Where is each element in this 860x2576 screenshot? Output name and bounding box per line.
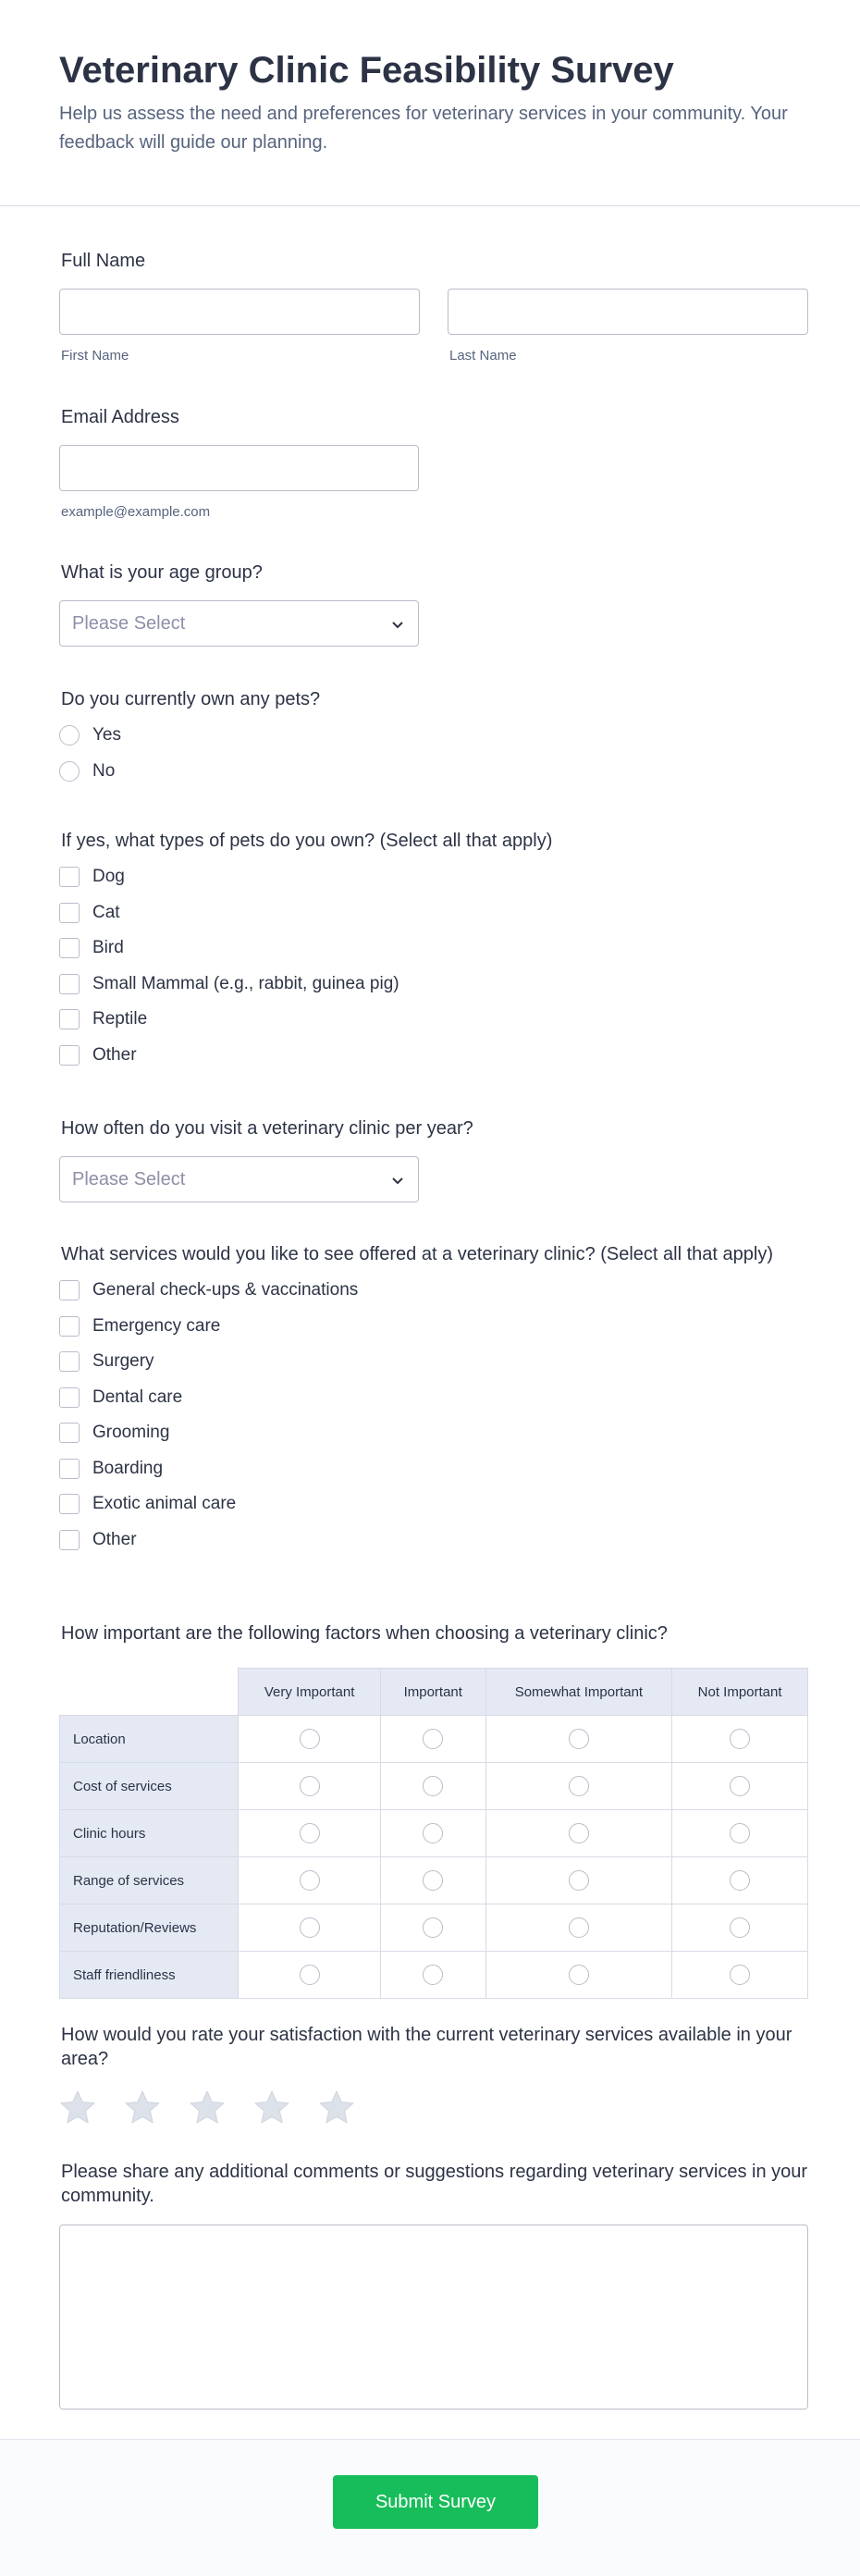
option-label: Reptile [92, 1009, 148, 1029]
matrix-cell [239, 1810, 381, 1857]
first-name-input[interactable] [59, 289, 420, 335]
matrix-row-label: Cost of services [60, 1763, 239, 1810]
matrix-row [60, 1810, 808, 1857]
matrix-cell [380, 1716, 485, 1763]
star-icon[interactable] [59, 2089, 96, 2126]
submit-button[interactable]: Submit Survey [333, 2475, 538, 2529]
radio-button[interactable] [59, 761, 80, 782]
service-option[interactable] [59, 1350, 801, 1373]
matrix-radio[interactable] [300, 1776, 320, 1796]
pet-type-option[interactable] [59, 1008, 801, 1030]
matrix-radio[interactable] [730, 1776, 750, 1796]
own-pets-label: Do you currently own any pets? [61, 689, 321, 709]
own-pets-options [59, 724, 801, 783]
matrix-radio[interactable] [300, 1870, 320, 1891]
checkbox[interactable] [59, 903, 80, 923]
option-label: Dog [92, 867, 125, 886]
comments-label: Please share any additional comments or suggestions regarding veterinary services in your community. [61, 2162, 808, 2206]
matrix-radio[interactable] [569, 1823, 589, 1843]
matrix-cell [380, 1763, 485, 1810]
factors-label: How important are the following factors when choosing a veterinary clinic? [61, 1623, 668, 1644]
services-label: What services would you like to see offered at a veterinary clinic? (Select all that apply) [61, 1244, 773, 1264]
option-label: Other [92, 1529, 137, 1549]
pet-type-option[interactable] [59, 1044, 801, 1066]
services-options [59, 1279, 801, 1551]
pet-type-option[interactable] [59, 902, 801, 924]
service-option[interactable] [59, 1422, 801, 1444]
option-label: General check-ups & vaccinations [92, 1280, 359, 1300]
option-label: Grooming [92, 1423, 170, 1442]
matrix-radio[interactable] [569, 1776, 589, 1796]
matrix-column-header: Not Important [672, 1669, 808, 1716]
services-question [59, 1242, 801, 1621]
age-group-placeholder: Please Select [72, 613, 186, 634]
option-label: Small Mammal (e.g., rabbit, guinea pig) [92, 973, 399, 993]
comments-question [59, 2160, 808, 2410]
satisfaction-question [59, 2023, 801, 2160]
visit-frequency-label: How often do you visit a veterinary clinic per year? [61, 1118, 473, 1139]
visit-frequency-question [59, 1116, 801, 1242]
pet-type-option[interactable] [59, 937, 801, 959]
matrix-row [60, 1904, 808, 1952]
matrix-cell [485, 1952, 672, 1999]
own-pets-option[interactable] [59, 724, 801, 746]
matrix-radio[interactable] [423, 1776, 443, 1796]
matrix-cell [380, 1952, 485, 1999]
matrix-cell [672, 1857, 808, 1904]
matrix-radio[interactable] [300, 1917, 320, 1938]
matrix-radio[interactable] [569, 1917, 589, 1938]
option-label: Boarding [92, 1458, 164, 1478]
visit-frequency-placeholder: Please Select [72, 1169, 186, 1189]
checkbox[interactable] [59, 1423, 80, 1443]
matrix-row-label: Reputation/Reviews [60, 1904, 239, 1952]
pet-types-label: If yes, what types of pets do you own? (Select all that apply) [61, 831, 553, 851]
checkbox[interactable] [59, 1009, 80, 1029]
matrix-cell [672, 1952, 808, 1999]
matrix-radio[interactable] [730, 1965, 750, 1985]
age-group-select[interactable] [59, 600, 419, 647]
matrix-radio[interactable] [423, 1917, 443, 1938]
checkbox[interactable] [59, 1459, 80, 1479]
survey-form [0, 206, 860, 2410]
last-name-input[interactable] [448, 289, 808, 335]
option-label: Bird [92, 938, 124, 957]
matrix-column-header: Somewhat Important [485, 1669, 672, 1716]
satisfaction-label: How would you rate your satisfaction with the current veterinary services available in your area? [61, 2025, 792, 2069]
page-subtitle: Help us assess the need and preferences for veterinary services in your community. Your feedback will guide our planning. [59, 104, 788, 153]
option-label: Yes [92, 725, 121, 745]
matrix-cell [239, 1716, 381, 1763]
email-input[interactable] [59, 445, 419, 491]
visit-frequency-select[interactable] [59, 1156, 419, 1202]
matrix-row [60, 1763, 808, 1810]
matrix-radio[interactable] [423, 1870, 443, 1891]
matrix-cell [672, 1810, 808, 1857]
matrix-radio[interactable] [423, 1965, 443, 1985]
service-option[interactable] [59, 1493, 801, 1515]
matrix-radio[interactable] [569, 1870, 589, 1891]
matrix-cell [380, 1904, 485, 1952]
factors-matrix [59, 1668, 808, 1999]
age-group-question [59, 561, 801, 687]
matrix-row [60, 1857, 808, 1904]
matrix-cell [485, 1857, 672, 1904]
service-option[interactable] [59, 1529, 801, 1551]
comments-textarea[interactable] [59, 2225, 808, 2410]
matrix-radio[interactable] [300, 1823, 320, 1843]
matrix-row-label: Staff friendliness [60, 1952, 239, 1999]
checkbox[interactable] [59, 867, 80, 887]
option-label: Cat [92, 902, 120, 922]
matrix-cell [672, 1904, 808, 1952]
checkbox[interactable] [59, 938, 80, 958]
matrix-cell [380, 1810, 485, 1857]
star-icon[interactable] [124, 2089, 161, 2126]
matrix-cell [239, 1952, 381, 1999]
checkbox[interactable] [59, 1530, 80, 1550]
age-group-label: What is your age group? [61, 562, 263, 583]
checkbox[interactable] [59, 974, 80, 994]
matrix-cell [239, 1857, 381, 1904]
pet-type-option[interactable] [59, 973, 801, 995]
email-sublabel: example@example.com [61, 504, 211, 520]
first-name-sublabel: First Name [61, 348, 129, 364]
pet-type-option[interactable] [59, 866, 801, 888]
last-name-sublabel: Last Name [449, 348, 517, 364]
email-question [59, 405, 801, 561]
matrix-radio[interactable] [423, 1823, 443, 1843]
option-label: Dental care [92, 1387, 183, 1407]
matrix-radio[interactable] [730, 1729, 750, 1749]
form-header [0, 0, 860, 206]
matrix-radio[interactable] [300, 1965, 320, 1985]
service-option[interactable] [59, 1387, 801, 1409]
checkbox[interactable] [59, 1351, 80, 1372]
matrix-radio[interactable] [730, 1870, 750, 1891]
matrix-cell [485, 1716, 672, 1763]
service-option[interactable] [59, 1315, 801, 1337]
checkbox[interactable] [59, 1316, 80, 1337]
matrix-radio[interactable] [569, 1729, 589, 1749]
service-option[interactable] [59, 1458, 801, 1480]
matrix-row-label: Clinic hours [60, 1810, 239, 1857]
matrix-row [60, 1716, 808, 1763]
matrix-row [60, 1952, 808, 1999]
option-label: No [92, 760, 116, 781]
checkbox[interactable] [59, 1045, 80, 1066]
matrix-radio[interactable] [300, 1729, 320, 1749]
matrix-radio[interactable] [569, 1965, 589, 1985]
star-icon[interactable] [253, 2089, 290, 2126]
matrix-radio[interactable] [730, 1823, 750, 1843]
matrix-radio[interactable] [730, 1917, 750, 1938]
option-label: Surgery [92, 1351, 154, 1371]
own-pets-question [59, 687, 801, 829]
star-icon[interactable] [318, 2089, 355, 2126]
chevron-down-icon [390, 617, 405, 632]
matrix-row-label: Location [60, 1716, 239, 1763]
factors-question [59, 1621, 801, 2023]
chevron-down-icon [390, 1173, 405, 1188]
pet-types-question [59, 829, 801, 1116]
matrix-cell [239, 1904, 381, 1952]
option-label: Exotic animal care [92, 1494, 237, 1513]
full-name-label: Full Name [61, 251, 146, 271]
checkbox[interactable] [59, 1280, 80, 1300]
matrix-cell [672, 1716, 808, 1763]
matrix-column-header: Very Important [239, 1669, 381, 1716]
service-option[interactable] [59, 1279, 801, 1301]
matrix-column-header: Important [380, 1669, 485, 1716]
checkbox[interactable] [59, 1494, 80, 1514]
star-rating [59, 2089, 801, 2126]
matrix-cell [239, 1763, 381, 1810]
matrix-cell [380, 1857, 485, 1904]
own-pets-option[interactable] [59, 760, 801, 783]
full-name-question [59, 249, 801, 405]
option-label: Other [92, 1044, 137, 1065]
radio-button[interactable] [59, 725, 80, 746]
matrix-cell [485, 1810, 672, 1857]
matrix-cell [485, 1904, 672, 1952]
email-label: Email Address [61, 407, 179, 427]
form-footer [0, 2439, 860, 2576]
matrix-corner [60, 1669, 239, 1716]
matrix-radio[interactable] [423, 1729, 443, 1749]
checkbox[interactable] [59, 1387, 80, 1408]
matrix-row-label: Range of services [60, 1857, 239, 1904]
matrix-cell [485, 1763, 672, 1810]
page-title: Veterinary Clinic Feasibility Survey [59, 50, 674, 91]
pet-types-options [59, 866, 801, 1066]
star-icon[interactable] [189, 2089, 226, 2126]
option-label: Emergency care [92, 1315, 221, 1336]
matrix-cell [672, 1763, 808, 1810]
